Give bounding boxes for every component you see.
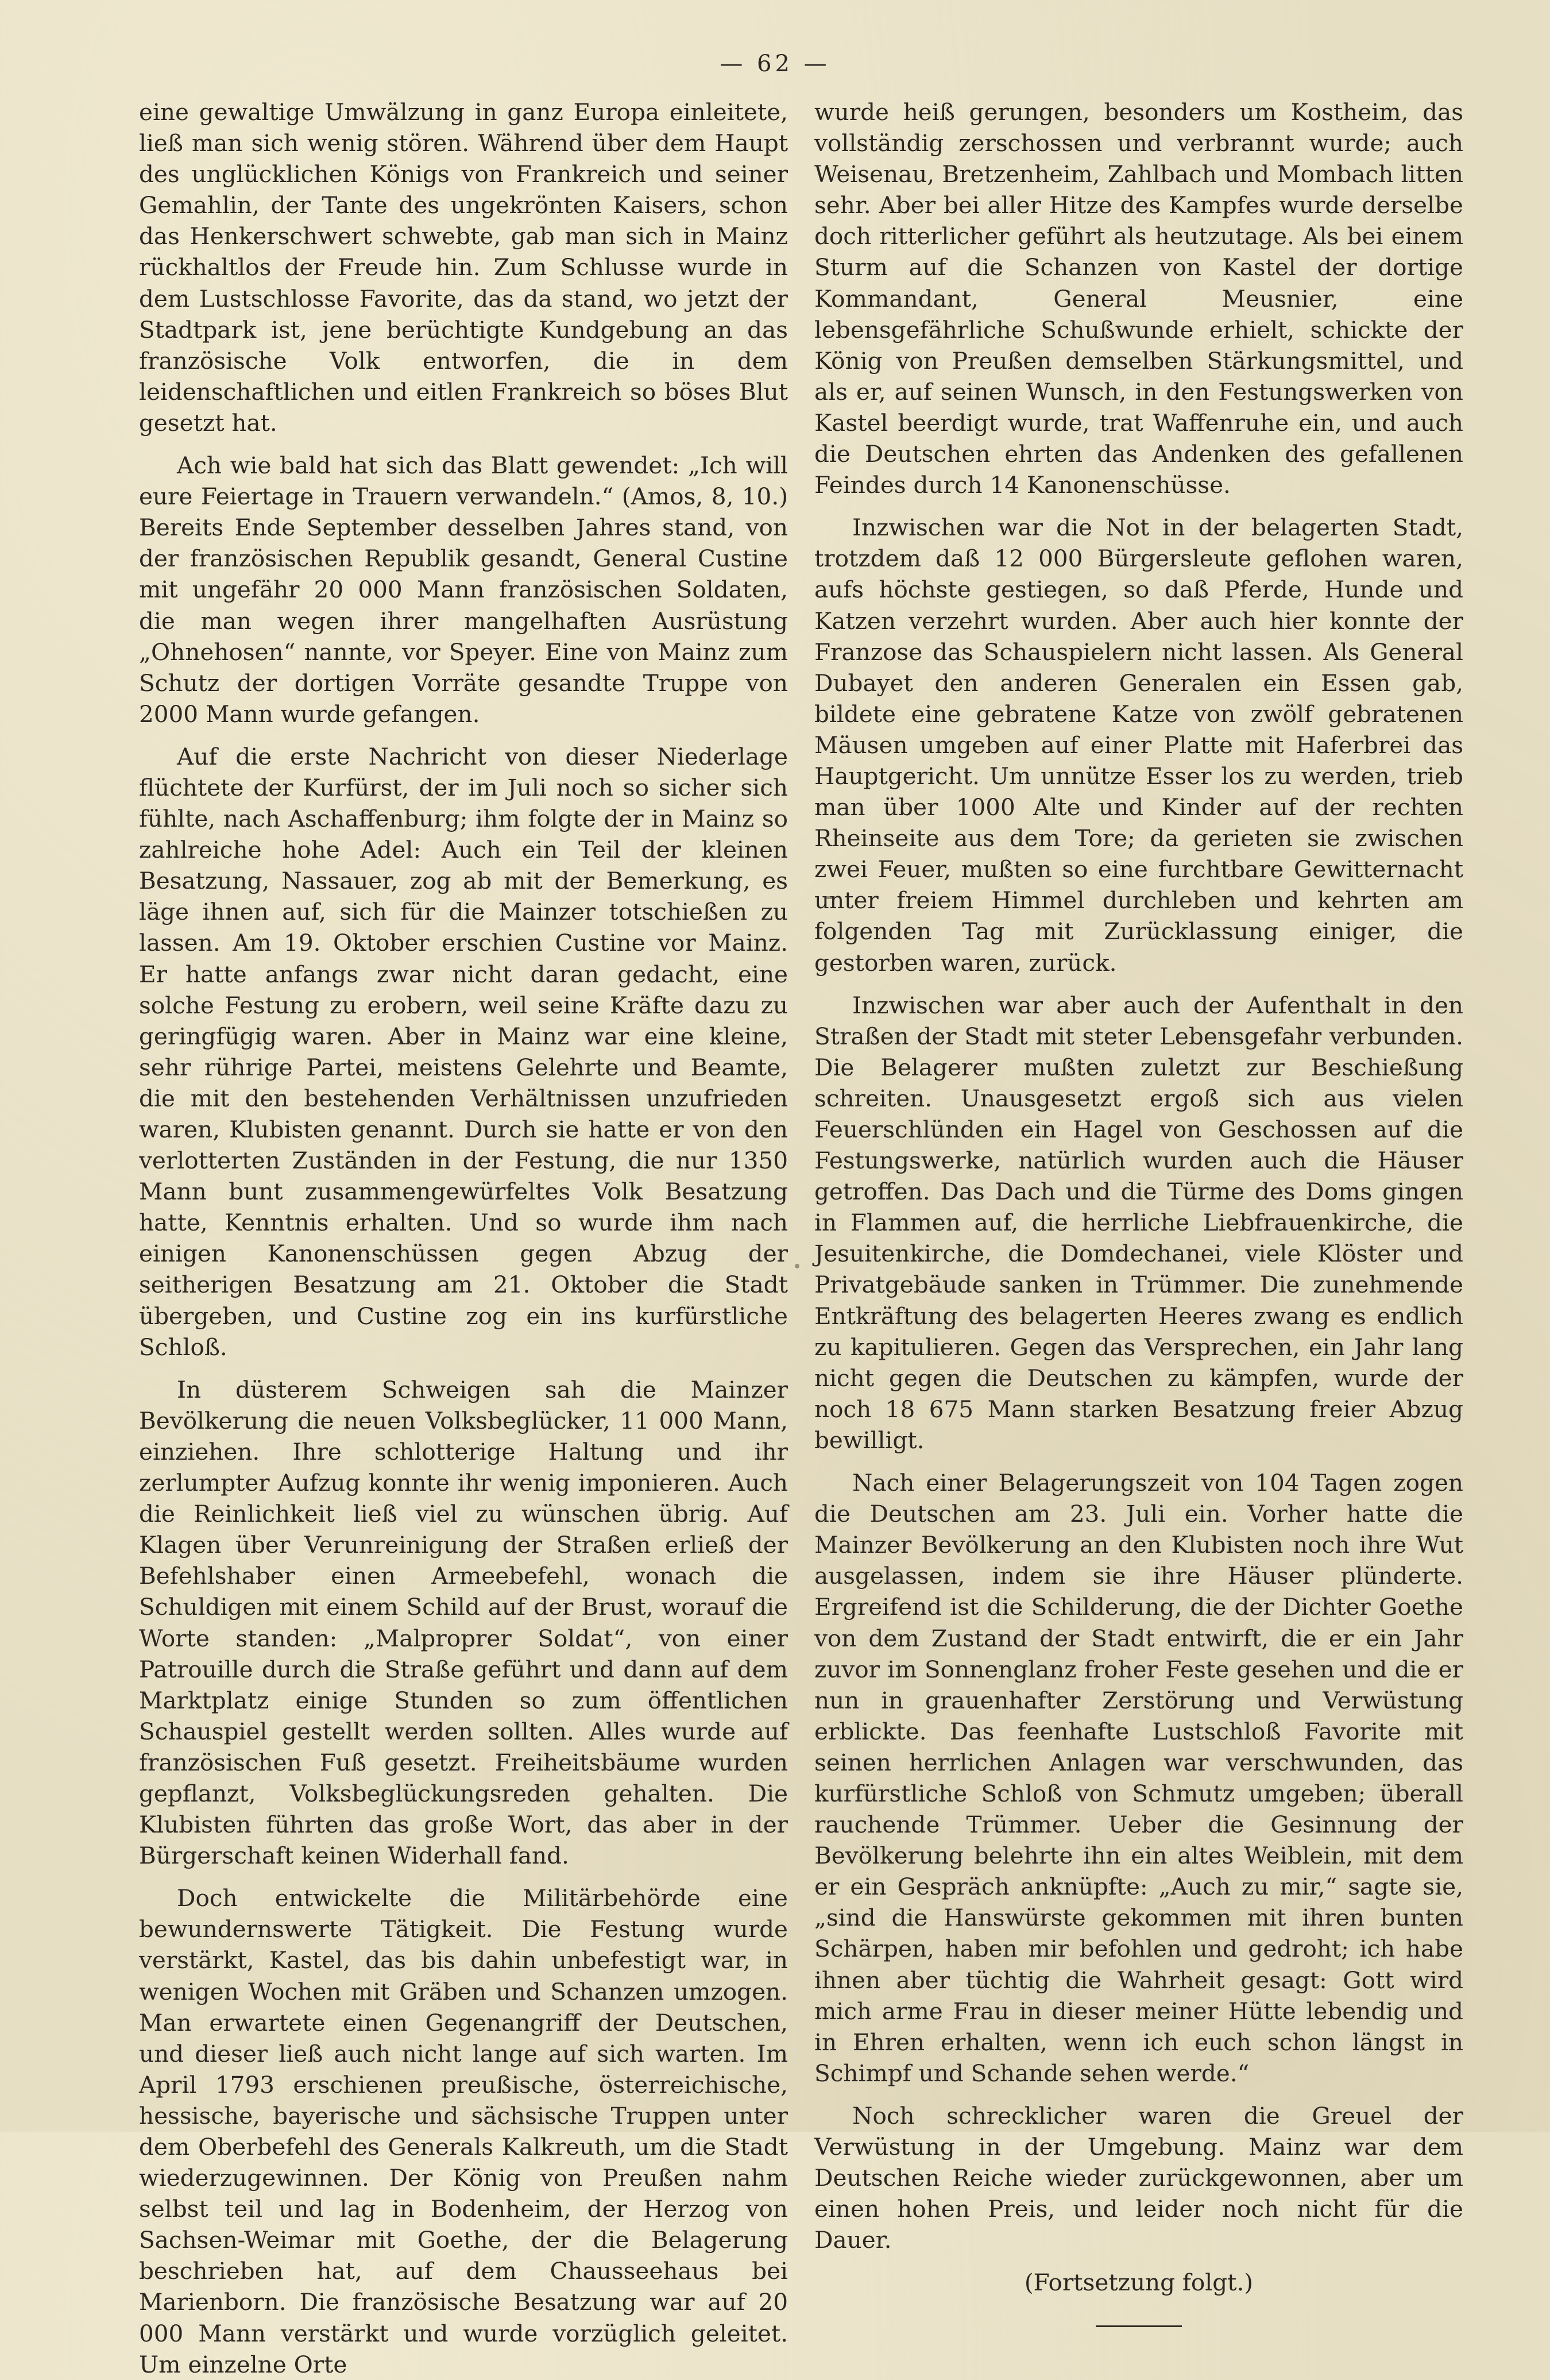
- end-rule: [1096, 2325, 1182, 2327]
- paragraph: In düsterem Schweigen sah die Mainzer Bevölkerung die neuen Volksbeglücker, 11 000 Mann, einziehen. Ihre schlotterige Haltung und ihr zerlumpter Aufzug konnte ihr wenig imponieren. Auch die Reinlichkeit ließ viel zu wünschen übrig. Auf Klagen über Verunreinigung der Straßen erließ der Befehlshaber einen Armeebefehl, wonach die Schuldigen mit einem Schild auf der Brust, worauf die Worte standen: „Malproprer Soldat“, von einer Patrouille durch die Straße geführt und dann auf dem Marktplatz einige Stunden so zum öffentlichen Schauspiel gestellt werden sollten. Alles wurde auf französischen Fuß gesetzt. Freiheitsbäume wurden gepflanzt, Volksbeglückungsreden gehalten. Die Klubisten führten das große Wort, das aber in der Bürgerschaft keinen Widerhall fand.: [139, 1375, 788, 1870]
- page-number: — 62 —: [720, 51, 830, 77]
- paper-speck: [795, 1264, 799, 1268]
- paragraph: Ach wie bald hat sich das Blatt gewendet: „Ich will eure Feiertage in Trauern verwandeln.“ (Amos, 8, 10.) Bereits Ende September desselben Jahres stand, von der französischen Republik gesandt, General Custine mit ungefähr 20 000 Mann französischen Soldaten, die man wegen ihrer mangelhaften Ausrüstung „Ohnehosen“ nannte, vor Speyer. Eine von Mainz zum Schutz der dortigen Vorräte gesandte Truppe von 2000 Mann wurde gefangen.: [139, 452, 788, 728]
- paragraph: Auf die erste Nachricht von dieser Niederlage flüchtete der Kurfürst, der im Juli noch so sicher sich fühlte, nach Aschaffenburg; ihm folgte der in Mainz so zahlreiche hohe Adel: Auch ein Teil der kleinen Besatzung, Nassauer, zog ab mit der Bemerkung, es läge ihnen auf, sich für die Mainzer totschießen zu lassen. Am 19. Oktober erschien Custine vor Mainz. Er hatte anfangs zwar nicht daran gedacht, eine solche Festung zu erobern, weil seine Kräfte dazu zu geringfügig waren. Aber in Mainz war eine kleine, sehr rührige Partei, meistens Gelehrte und Beamte, die mit den bestehenden Verhältnissen unzufrieden waren, Klubisten genannt. Durch sie hatte er von den verlotterten Zuständen in der Festung, die nur 1350 Mann bunt zusammengewürfeltes Volk Besatzung hatte, Kenntnis erhalten. Und so wurde ihm nach einigen Kanonenschüssen gegen Abzug der seitherigen Besatzung am 21. Oktober die Stadt übergeben, und Custine zog ein ins kurfürstliche Schloß.: [139, 742, 788, 1361]
- paragraph: Inzwischen war aber auch der Aufenthalt in den Straßen der Stadt mit steter Lebensgefahr verbunden. Die Belagerer mußten zuletzt zur Beschießung schreiten. Unausgesetzt ergoß sich aus vielen Feuerschlünden ein Hagel von Geschossen auf die Festungswerke, natürlich wurden auch die Häuser getroffen. Das Dach und die Türme des Doms gingen in Flammen auf, die herrliche Liebfrauenkirche, die Jesuitenkirche, die Domdechanei, viele Klöster und Privatgebäude sanken in Trümmer. Die zunehmende Entkräftung des belagerten Heeres zwang es endlich zu kapitulieren. Gegen das Versprechen, ein Jahr lang nicht gegen die Deutschen zu kämpfen, wurde der noch 18 675 Mann starken Besatzung freier Abzug bewilligt.: [814, 991, 1463, 1454]
- continuation-note: (Fortsetzung folgt.): [1024, 2269, 1254, 2297]
- paragraph: Doch entwickelte die Militärbehörde eine bewundernswerte Tätigkeit. Die Festung wurde verstärkt, Kastel, das bis dahin unbefestigt war, in wenigen Wochen mit Gräben und Schanzen umzogen. Man erwartete einen Gegenangriff der Deutschen, und dieser ließ auch nicht lange auf sich warten. Im April 1793 erschienen preußische, österreichische, hessische, bayerische und sächsische Truppen unter dem Oberbefehl des Generals Kalkreuth, um die Stadt wiederzugewinnen. Der König von Preußen nahm selbst teil und lag in Bodenheim, der Herzog von Sachsen-Weimar mit Goethe, der die Belagerung beschrieben hat, auf dem Chausseehaus bei Marienborn. Die französische Besatzung war auf 20 000 Mann verstärkt und wurde vorzüglich geleitet. Um einzelne Orte: [139, 1884, 788, 2378]
- paper-speck: [524, 396, 529, 402]
- paragraph: eine gewaltige Umwälzung in ganz Europa einleitete, ließ man sich wenig stören. Während über dem Haupt des unglücklichen Königs von Frankreich und seiner Gemahlin, der Tante des ungekrönten Kaisers, schon das Henkerschwert schwebte, gab man sich in Mainz rückhaltlos der Freude hin. Zum Schlusse wurde in dem Lustschlosse Favorite, das da stand, wo jetzt der Stadtpark ist, jene berüchtigte Kundgebung an das französische Volk entworfen, die in dem leidenschaftlichen und eitlen Frankreich so böses Blut gesetzt hat.: [139, 98, 788, 437]
- paragraph: wurde heiß gerungen, besonders um Kostheim, das vollständig zerschossen und verbrannt wurde; auch Weisenau, Bretzenheim, Zahlbach und Mombach litten sehr. Aber bei aller Hitze des Kampfes wurde derselbe doch ritterlicher geführt als heutzutage. Als bei einem Sturm auf die Schanzen von Kastel der dortige Kommandant, General Meusnier, eine lebensgefährliche Schußwunde erhielt, schickte der König von Preußen demselben Stärkungsmittel, und als er, auf seinen Wunsch, in den Festungswerken von Kastel beerdigt wurde, trat Waffenruhe ein, und auch die Deutschen ehrten das Andenken des gefallenen Feindes durch 14 Kanonenschüsse.: [814, 98, 1463, 499]
- paragraph: Noch schrecklicher waren die Greuel der Verwüstung in der Umgebung. Mainz war dem Deutschen Reiche wieder zurückgewonnen, aber um einen hohen Preis, und leider noch nicht für die Dauer.: [814, 2101, 1463, 2254]
- left-column: [139, 97, 788, 2380]
- paragraph: Inzwischen war die Not in der belagerten Stadt, trotzdem daß 12 000 Bürgersleute geflohen waren, aufs höchste gestiegen, so daß Pferde, Hunde und Katzen verzehrt wurden. Aber auch hier konnte der Franzose das Schauspielern nicht lassen. Als General Dubayet den anderen Generalen ein Essen gab, bildete eine gebratene Katze von zwölf gebratenen Mäusen umgeben auf einer Platte mit Haferbrei das Hauptgericht. Um unnütze Esser los zu werden, trieb man über 1000 Alte und Kinder auf der rechten Rheinseite aus dem Tore; da gerieten sie zwischen zwei Feuer, mußten so eine furchtbare Gewitternacht unter freiem Himmel durchleben und kehrten am folgenden Tag mit Zurücklassung einiger, die gestorben waren, zurück.: [814, 514, 1463, 977]
- paragraph: Nach einer Belagerungszeit von 104 Tagen zogen die Deutschen am 23. Juli ein. Vorher hatte die Mainzer Bevölkerung an den Klubisten noch ihre Wut ausgelassen, indem sie ihre Häuser plünderte. Ergreifend ist die Schilderung, die der Dichter Goethe von dem Zustand der Stadt entwirft, die er ein Jahr zuvor im Sonnenglanz froher Feste gesehen und die er nun in grauenhafter Zerstörung und Verwüstung erblickte. Das feenhafte Lustschloß Favorite mit seinen herrlichen Anlagen war verschwunden, das kurfürstliche Schloß von Schmutz umgeben; überall rauchende Trümmer. Ueber die Gesinnung der Bevölkerung belehrte ihn ein altes Weiblein, mit dem er ein Gespräch anknüpfte: „Auch zu mir,“ sagte sie, „sind die Hanswürste gekommen mit ihren bunten Schärpen, haben mir befohlen und gedroht; ich habe ihnen aber tüchtig die Wahrheit gesagt: Gott wird mich arme Frau in dieser meiner Hütte lebendig und in Ehren erhalten, wenn ich euch schon längst in Schimpf und Schande sehen werde.“: [814, 1469, 1463, 2087]
- paper-speck: [825, 896, 835, 899]
- right-column: [814, 97, 1463, 2327]
